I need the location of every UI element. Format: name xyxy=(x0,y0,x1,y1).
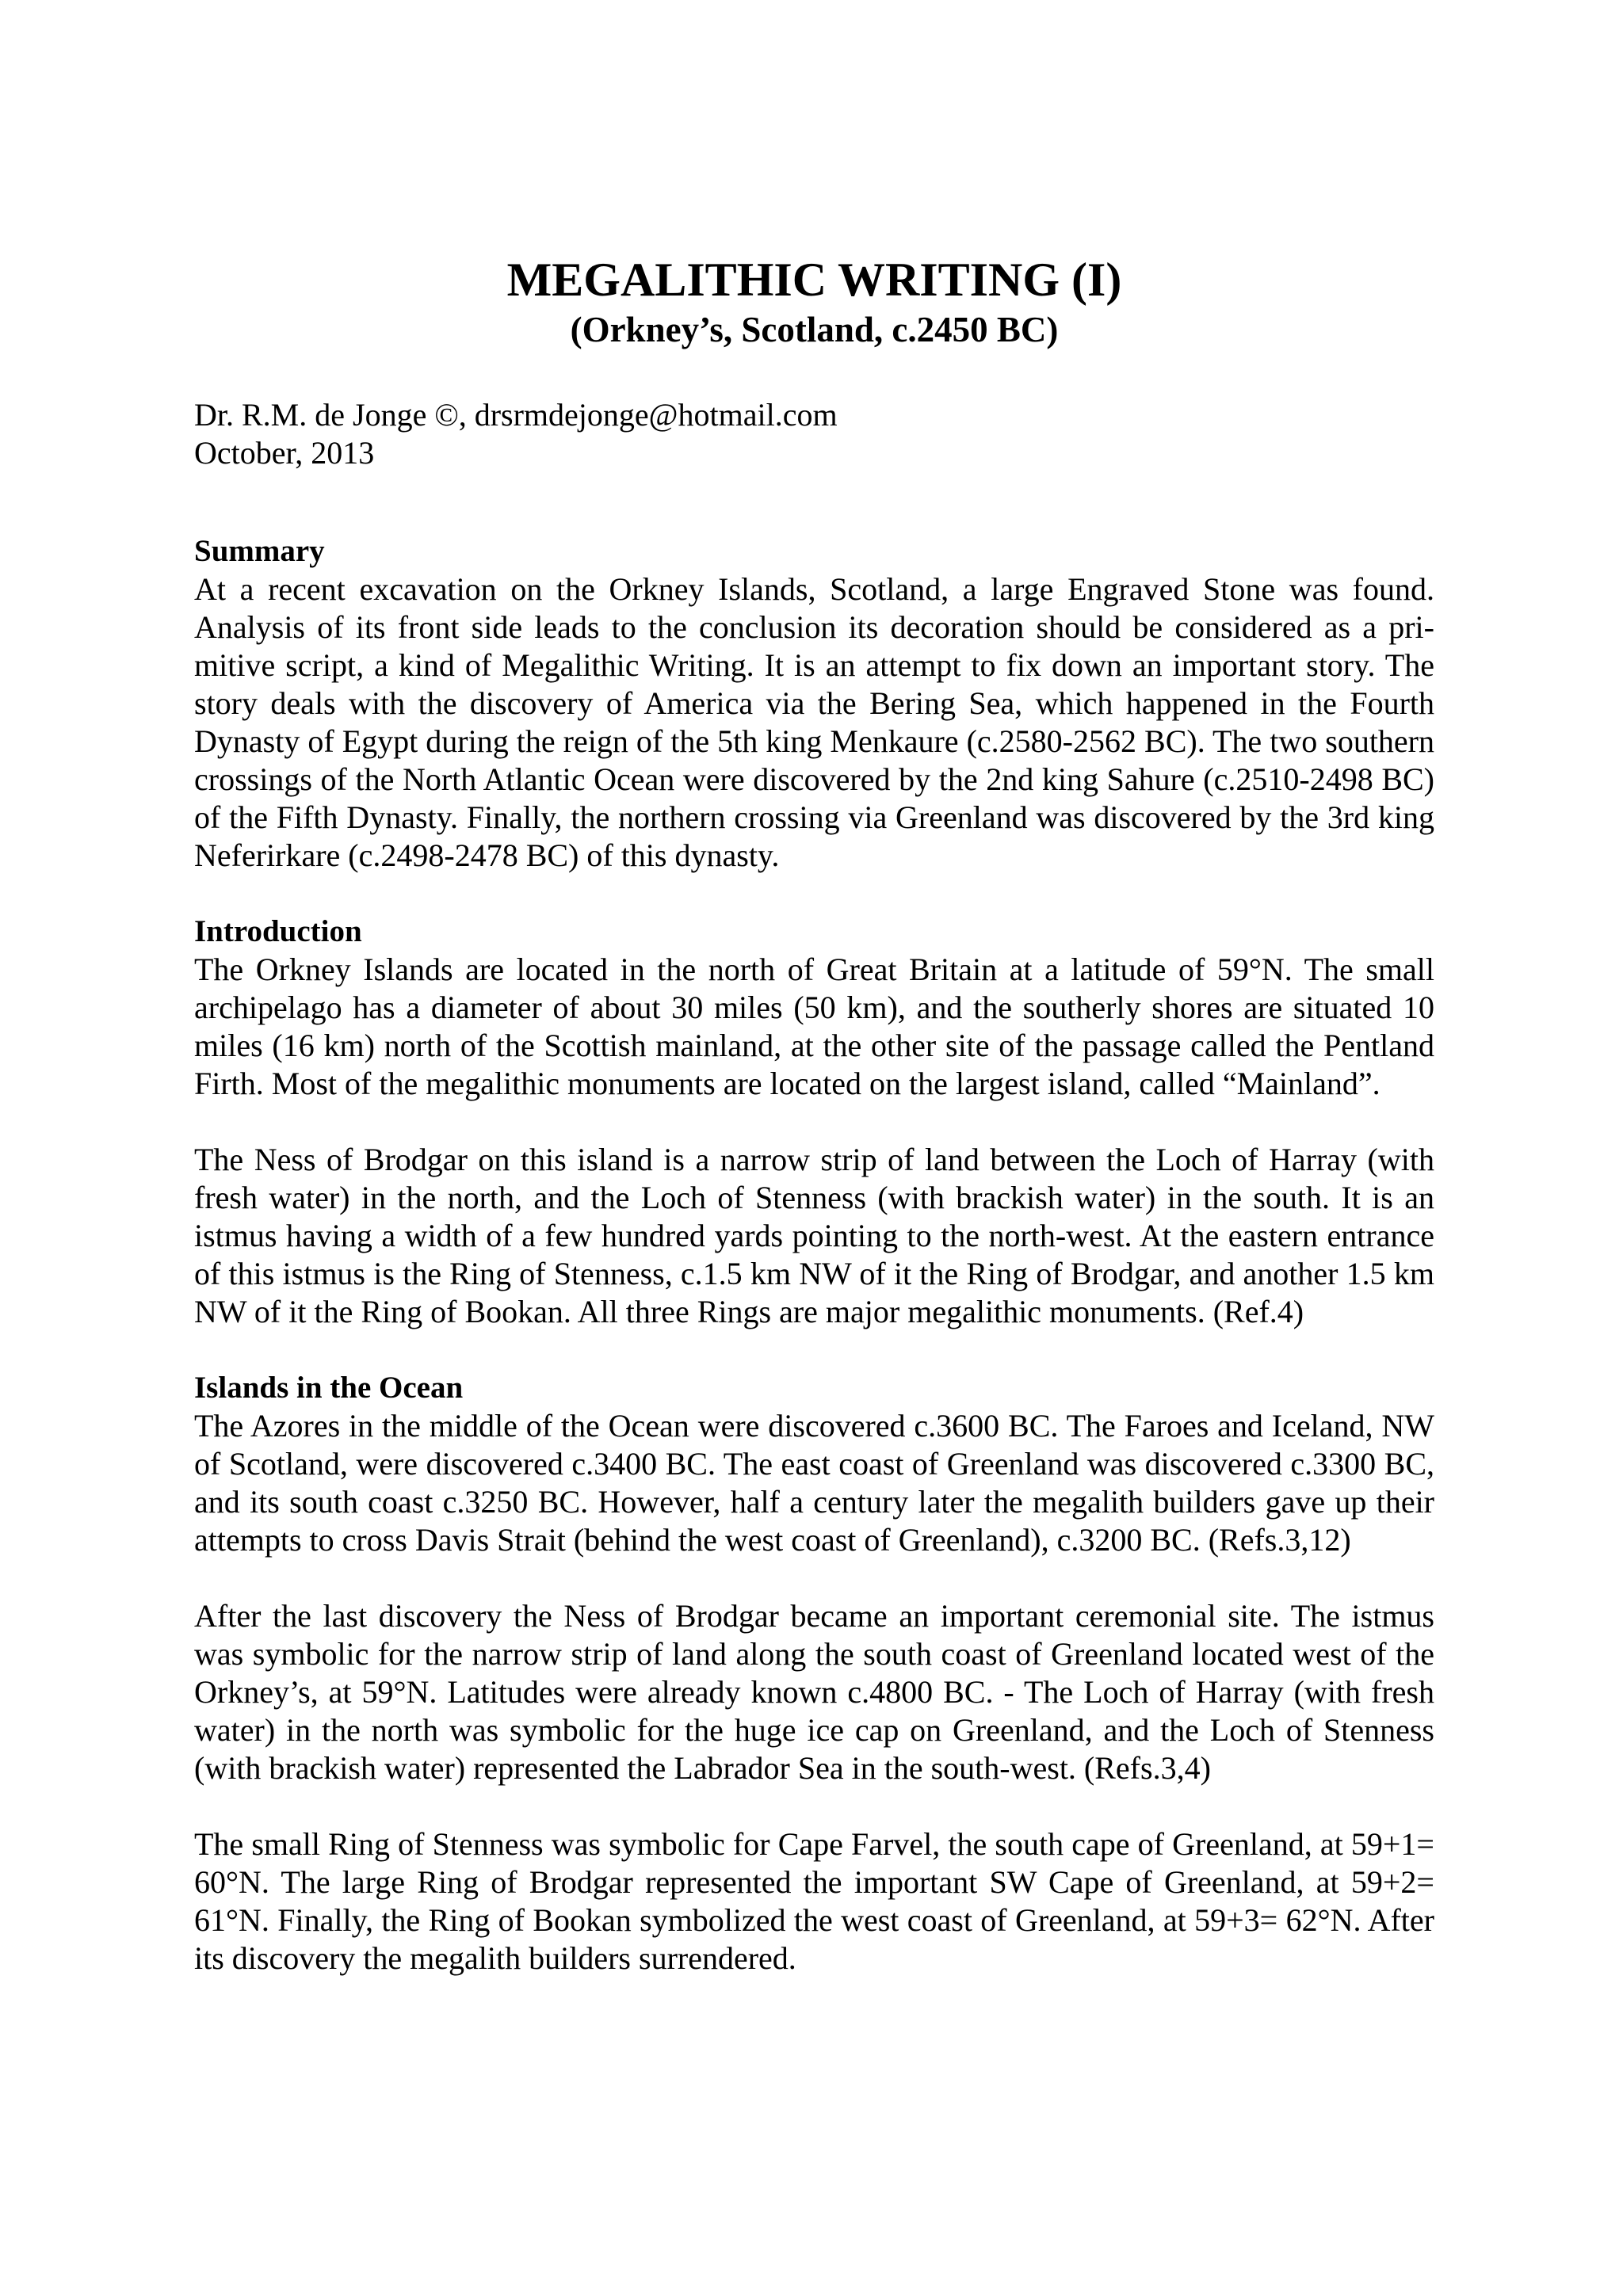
document-body xyxy=(194,252,1434,2016)
introduction-paragraph-2: The Ness of Brodgar on this island is a narrow strip of land between the Loch of Harray (with fresh water) in the north, and the Loch of Stenness (with brackish water) in the south. It is an istmus having a width of a few hundred yards pointing to the north-west. At the eastern entrance of this istmus is the Ring of Stenness, c.1.5 km NW of it the Ring of Brodgar, and another 1.5 km NW of it the Ring of Bookan. All three Rings are major megalithic monuments. (Ref.4) xyxy=(194,1142,1434,1329)
introduction-paragraph-1: The Orkney Islands are located in the north of Great Britain at a latitude of 59°N. The small archipelago has a diameter of about 30 miles (50 km), and the southerly shores are situated 10 miles (16 km) north of the Scottish mainland, at the other site of the passage called the Pentland Firth. Most of the megalithic monuments are located on the largest island, called “Mainland”. xyxy=(194,952,1434,1101)
islands-paragraph-1: The Azores in the middle of the Ocean were discovered c.3600 BC. The Faroes and Iceland, NW of Scotland, were discovered c.3400 BC. The east coast of Greenland was discovered c.3300 BC, and its south coast c.3250 BC. However, half a century later the megalith builders gave up their attempts to cross Davis Strait (behind the west coast of Greenland), c.3200 BC. (Refs.3,12) xyxy=(194,1408,1434,1558)
document-date: October, 2013 xyxy=(194,435,375,471)
islands-section xyxy=(194,1369,1434,1978)
introduction-heading: Introduction xyxy=(194,914,362,948)
summary-section xyxy=(194,532,1434,875)
document-title: MEGALITHIC WRITING (I) xyxy=(506,254,1122,306)
islands-paragraph-3: The small Ring of Stenness was symbolic for Cape Farvel, the south cape of Greenland, at 59+1= 60°N. The large Ring of Brodgar represented the important SW Cape of Greenland, at 59+2= 61°N. Finally, the Ring of Bookan symbolized the west coast of Greenland, at 59+3= 62°N. After its discovery the megalith builders surrendered. xyxy=(194,1826,1434,1976)
summary-heading: Summary xyxy=(194,534,325,568)
author-line: Dr. R.M. de Jonge ©, drsrmdejonge@hotmail.com xyxy=(194,397,838,433)
islands-paragraph-2: After the last discovery the Ness of Brodgar became an important ceremonial site. The istmus was symbolic for the narrow strip of land along the south coast of Greenland located west of the Orkney’s, at 59°N. Latitudes were already known c.4800 BC. - The Loch of Harray (with fresh water) in the north was symbolic for the huge ice cap on Greenland, and the Loch of Stenness (with brackish water) represented the Labrador Sea in the south-west. (Refs.3,4) xyxy=(194,1598,1434,1786)
document-subtitle: (Orkney’s, Scotland, c.2450 BC) xyxy=(570,310,1059,349)
islands-heading: Islands in the Ocean xyxy=(194,1371,464,1405)
introduction-section xyxy=(194,913,1434,1331)
summary-paragraph: At a recent excavation on the Orkney Islands, Scotland, a large Engraved Stone was found. Analysis of its front side leads to the conclusion its decoration should be considered as a primitive script, a kind of Megalithic Writing. It is an attempt to fix down an important story. The story deals with the discovery of America via the Bering Sea, which happened in the Fourth Dynasty of Egypt during the reign of the 5th king Menkaure (c.2580-2562 BC). The two southern crossings of the North Atlantic Ocean were discovered by the 2nd king Sahure (c.2510-2498 BC) of the Fifth Dynasty. Finally, the northern crossing via Greenland was discovered by the 3rd king Neferirkare (c.2498-2478 BC) of this dynasty. xyxy=(194,571,1434,873)
